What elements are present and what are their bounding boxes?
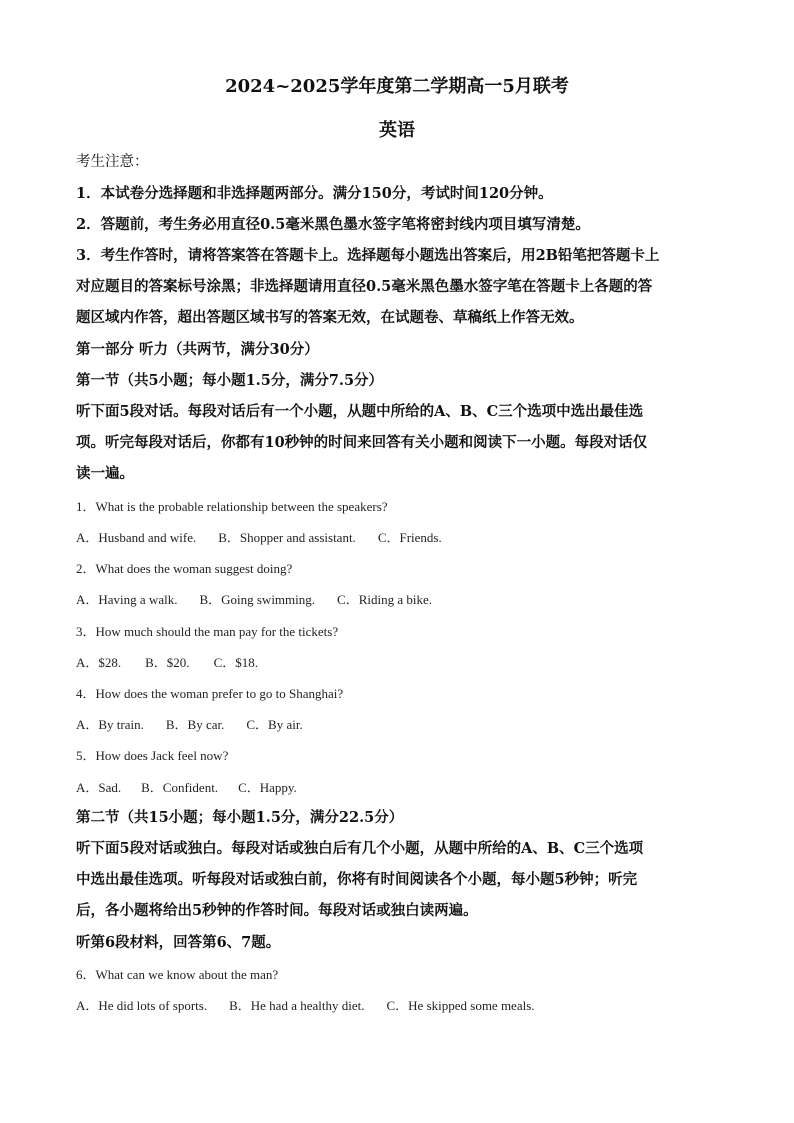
section1-instructions: 听下面5段对话。每段对话后有一个小题，从题中所给的A、B、C三个选项中选出最佳选: [76, 403, 644, 420]
option-b: B．By car.: [165, 717, 225, 732]
section2-instructions: 中选出最佳选项。听每段对话或独白前，你将有时间阅读各个小题，每小题5秒钟；听完: [76, 871, 638, 888]
options-4: [76, 714, 303, 733]
options-3: [76, 652, 258, 671]
notice-item: 对应题目的答案标号涂黑；非选择题请用直径0.5毫米黑色墨水签字笔在答题卡上各题的答: [76, 278, 653, 295]
question-3: 3．How much should the man pay for the tickets?: [76, 624, 339, 639]
option-b: B．$20.: [145, 655, 190, 670]
option-c: C．Happy.: [238, 780, 297, 795]
option-a: A．Husband and wife.: [76, 530, 197, 545]
option-c: C．He skipped some meals.: [386, 998, 535, 1013]
section1-instructions: 项。听完每段对话后，你都有10秒钟的时间来回答有关小题和阅读下一小题。每段对话仅: [76, 434, 648, 451]
notice-heading: 考生注意：: [76, 154, 149, 170]
notice-item: 1．本试卷分选择题和非选择题两部分。满分150分，考试时间120分钟。: [76, 185, 553, 202]
notice-item: 题区域内作答，超出答题区域书写的答案无效，在试题卷、草稿纸上作答无效。: [76, 309, 584, 326]
option-c: C．Riding a bike.: [337, 592, 432, 607]
section1-heading: 第一节（共5小题；每小题1.5分，满分7.5分）: [76, 372, 384, 389]
option-a: A．Sad.: [76, 780, 122, 795]
question-1: 1．What is the probable relationship between the speakers?: [76, 499, 388, 514]
section2-instructions: 后，各小题将给出5秒钟的作答时间。每段对话或独白读两遍。: [76, 902, 478, 919]
option-a: A．He did lots of sports.: [76, 998, 208, 1013]
question-4: 4．How does the woman prefer to go to Shanghai?: [76, 686, 344, 701]
section1-instructions: 读一遍。: [76, 465, 134, 482]
option-a: A．By train.: [76, 717, 144, 732]
part1-heading: 第一部分 听力（共两节，满分30分）: [76, 341, 319, 358]
option-a: A．Having a walk.: [76, 592, 178, 607]
option-c: C．By air.: [246, 717, 303, 732]
notice-item: 2．答题前，考生务必用直径0.5毫米黑色墨水签字笔将密封线内项目填写清楚。: [76, 216, 590, 233]
notice-item: 3．考生作答时，请将答案答在答题卡上。选择题每小题选出答案后，用2B铅笔把答题卡上: [76, 247, 660, 264]
exam-title: 2024~2025学年度第二学期高一5月联考: [225, 76, 569, 97]
option-c: C．Friends.: [377, 530, 442, 545]
option-a: A．$28.: [76, 655, 122, 670]
question-2: 2．What does the woman suggest doing?: [76, 561, 293, 576]
section2-heading: 第二节（共15小题；每小题1.5分，满分22.5分）: [76, 809, 404, 826]
option-b: B．Confident.: [141, 780, 219, 795]
options-5: [76, 777, 297, 796]
section2-instructions: 听下面5段对话或独白。每段对话或独白后有几个小题，从题中所给的A、B、C三个选项: [76, 840, 644, 857]
option-c: C．$18.: [213, 655, 258, 670]
question-5: 5．How does Jack feel now?: [76, 748, 229, 763]
option-b: B．Going swimming.: [199, 592, 316, 607]
question-6: 6．What can we know about the man?: [76, 967, 279, 982]
exam-subject: 英语: [379, 120, 415, 141]
options-2: [76, 589, 432, 608]
options-6: [76, 995, 535, 1014]
options-1: [76, 527, 442, 546]
material-intro: 听第6段材料，回答第6、7题。: [76, 934, 281, 951]
option-b: B．He had a healthy diet.: [229, 998, 365, 1013]
option-b: B．Shopper and assistant.: [218, 530, 356, 545]
